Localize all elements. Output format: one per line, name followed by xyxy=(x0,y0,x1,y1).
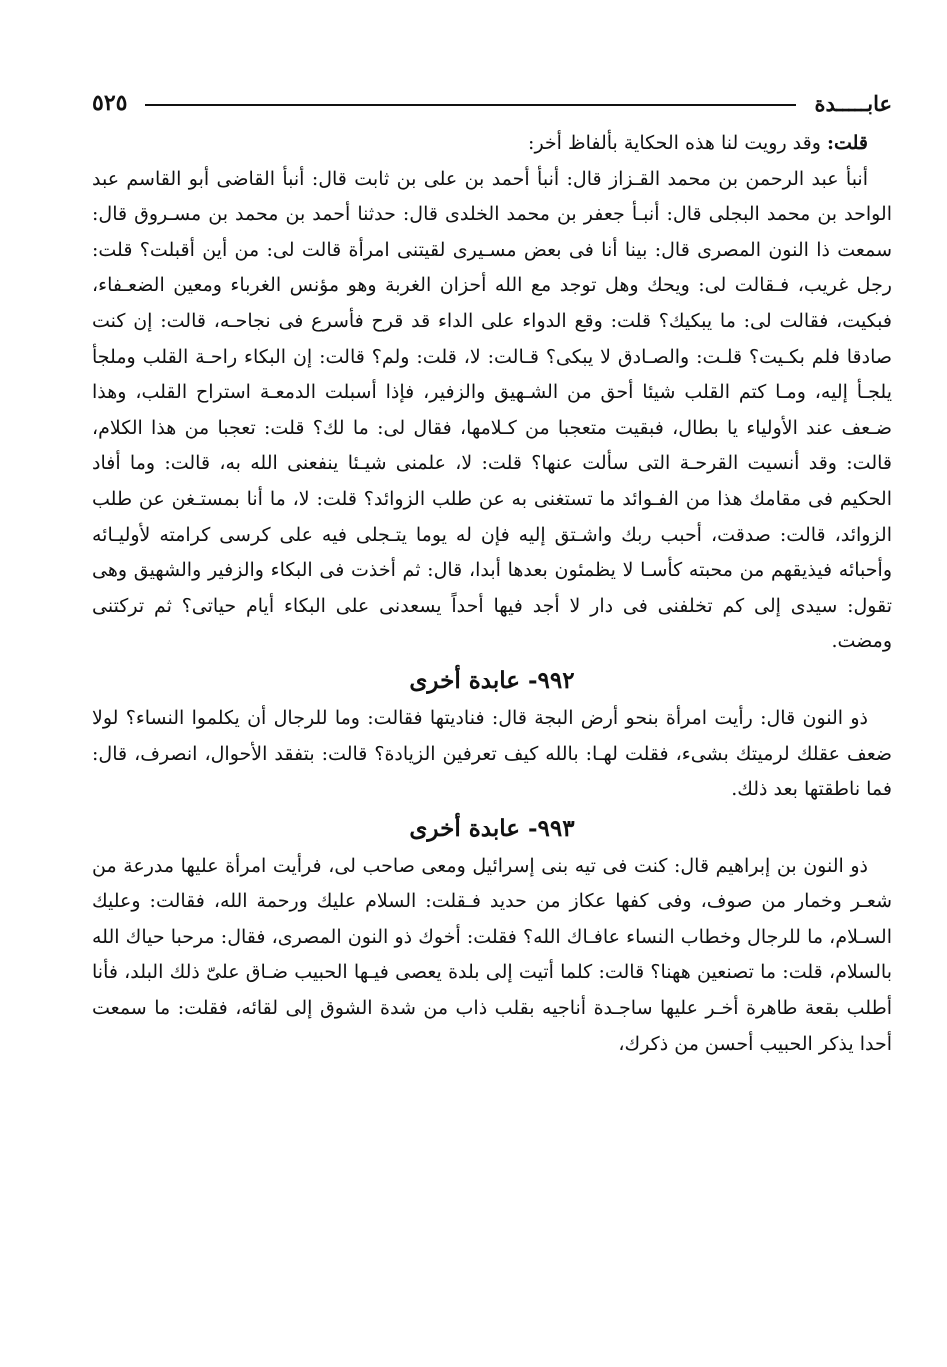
section-paragraph-993: ذو النون بن إبراهيم قال: كنت فى تيه بنى إسرائيل ومعى صاحب لى، فرأيت امرأة عليها مدرعة من شعـر وخمار من صوف، وفى كفها عكاز من حديد فـقلت: السلام عليك ورحمة الله، فقالت: وعليك السـلام، ما للرجال وخطاب النساء عافـاك الله؟ فقلت: أخوك ذو النون المصرى، فقال: مرحبا حياك الله بالسلام، قلت: ما تصنعين ههنا؟ قالت: كلما أتيت إلى بلدة يعصى فيـها الحبيب ضـاق علىّ ذلك البلد، فأنا أطلب بقعة طاهرة أخـر عليها ساجـدة أناجيه بقلب ذاب من شدة الشوق إلى لقائه، فقلت: ما سمعت أحدا يذكر الحبيب أحسن من ذكرك، xyxy=(92,854,892,1055)
page-number: ٥٢٥ xyxy=(92,90,128,116)
opening-paragraph: أنبأ عبد الرحمن بن محمد القـزاز قال: أنبأ أحمد بن على بن ثابت قال: أنبأ القاضى أبو القاسم عبد الواحد بن محمد البجلى قال: أنبـأ جعفر بن محمد الخلدى قال: حدثنا أحمد بن محمد بن مسـروق قال: سمعت ذا النون المصرى قال: بينا أنا فى بعض مسـيرى لقيتنى امرأة قالت لى: من أين أقبلت؟ قلت: رجل غريب، فـقالت لى: ويحك وهل توجد مع الله أحزان الغربة وهو مؤنس الغرباء ومعين الضعـفاء، فبكيت، فقالت لى: ما يبكيك؟ قلت: وقع الدواء على الداء قد قرح فأسرع فى نجاحـه، قالت: إن كنت صادقا فلم بكـيت؟ قلـت: والصـادق لا يبكى؟ قـالت: لا، قلت: ولم؟ قالت: إن البكاء راحـة القلب وملجأ يلجـأ إليه، ومـا كتم القلب شيئا أحق من الشـهيق والزفير، فإذا أسبلت الدمعـة استراح القلب، وهذا ضـعف عند الأولياء يا بطال، فبقيت متعجبا من كـلامها، فقال لى: ما لك؟ قلت: تعجبا من هذا الكلام، قالت: وقد أنسيت القرحـة التى سألت عنها؟ قلت: لا، علمنى شيـئا ينفعنى الله به، قالت: وما أفاد الحكيم فى مقامك هذا من الفـوائد ما تستغنى به عن طلب الزوائد؟ قلت: لا، ما أنا بمستـغن عن طلب الزوائد، قالت: صدقت، أحبب ربك واشـتق إليه فإن له يوما يتـجلى فيه على كرسى كرامته لأوليـائه وأحبائه فيذيقهم من محبته كأسـا لا يظمئون بعدها أبدا، قال: ثم أخذت فى البكاء والزفير والشهيق وهى تقول: سيدى إلى كم تخلفنى فى دار لا أجد فيها أحداً يسعدنى على البكاء أيام حياتى؟ ثم تركتنى ومضت. xyxy=(92,167,892,653)
running-header xyxy=(92,84,892,122)
section-heading-993: ٩٩٣- عابدة أخرى xyxy=(409,814,575,842)
opening-lead-word: قلت: xyxy=(826,132,868,154)
section-heading-992: ٩٩٢- عابدة أخرى xyxy=(409,666,575,694)
header-rule xyxy=(145,104,796,106)
page-body xyxy=(92,126,892,1062)
opening-note xyxy=(92,126,892,162)
book-page xyxy=(92,84,892,1062)
opening-lead-text: وقد رويت لنا هذه الحكاية بألفاظ أخر: xyxy=(528,132,827,154)
section-paragraph-992: ذو النون قال: رأيت امرأة بنحو أرض البجة قال: فناديتها فقالت: وما للرجال أن يكلموا النساء؟ لولا ضعف عقلك لرميتك بشىء، فقلت لهـا: بالله كيف تعرفين الزيادة؟ قالت: بتفقد الأحوال، انصرف، قال: فما ناطقتها بعد ذلك. xyxy=(92,706,892,801)
running-title: عابـــــدة xyxy=(814,90,892,116)
